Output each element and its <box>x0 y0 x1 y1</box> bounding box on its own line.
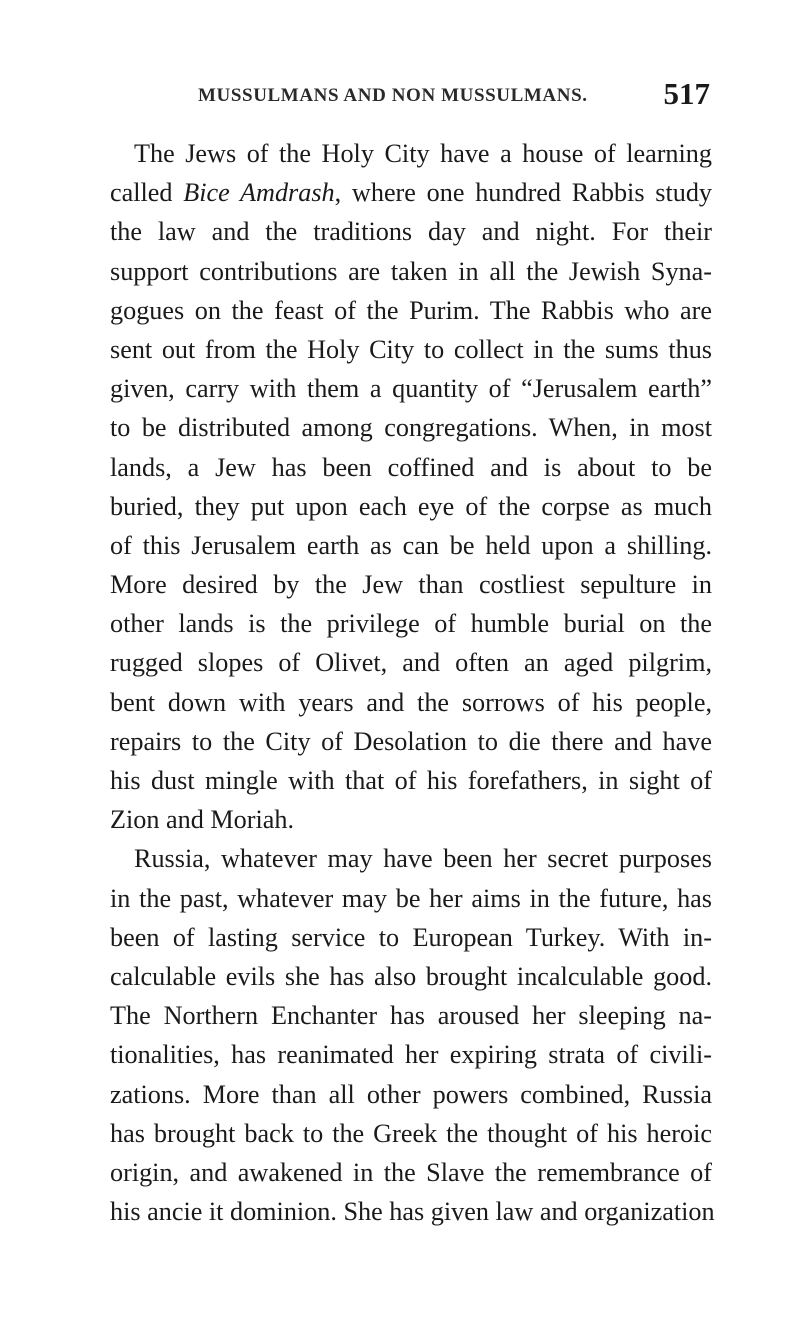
text-line: his dust mingle with that of his forefathers, in sight of <box>110 766 712 795</box>
text-line: repairs to the City of Desolation to die there and have <box>110 726 712 756</box>
italic-term: Bice Amdrash <box>183 178 335 208</box>
page-number: 517 <box>663 76 710 111</box>
running-head <box>112 76 710 116</box>
text-line: other lands is the privilege of humble burial on the <box>110 609 712 639</box>
text-line: buried, they put upon each eye of the corpse as much <box>110 491 712 521</box>
text-span: , where one hundred Rabbis study <box>334 178 713 208</box>
text-line: been of lasting service to European Turkey. With in- <box>110 922 712 952</box>
text-line: to be distributed among congregations. When, in most <box>110 413 712 443</box>
paragraph <box>110 839 715 1231</box>
text-line: given, carry with them a quantity of “Jerusalem earth” <box>110 374 712 404</box>
text-line: Zion and Moriah. <box>110 805 295 835</box>
text-line: rugged slopes of Olivet, and often an aged pilgrim, <box>110 648 712 678</box>
text-line: Russia, whatever may have been her secret purposes <box>134 844 712 874</box>
text-line: tionalities, has reanimated her expiring strata of civili- <box>110 1040 712 1070</box>
text-line: calculable evils she has also brought incalculable good. <box>110 961 712 991</box>
text-line: in the past, whatever may be her aims in the future, has <box>110 883 712 913</box>
text-line: gogues on the feast of the Purim. The Rabbis who are <box>110 295 712 325</box>
text-line: lands, a Jew has been coffined and is about to be <box>110 452 712 482</box>
text-line: of this Jerusalem earth as can be held upon a shilling. <box>110 530 712 560</box>
text-line: origin, and awakened in the Slave the remembrance of <box>110 1157 712 1187</box>
text-line <box>110 173 712 212</box>
running-title: MUSSULMANS AND NON MUSSULMANS. <box>198 85 588 106</box>
text-line: sent out from the Holy City to collect in the sums thus <box>110 334 712 364</box>
text-line: the law and the traditions day and night. For their <box>110 217 712 247</box>
body-text <box>110 134 715 1231</box>
text-line: his ancie it dominion. She has given law and organization <box>110 1197 715 1227</box>
text-span: called <box>110 178 184 208</box>
text-line: bent down with years and the sorrows of his people, <box>110 687 712 717</box>
paragraph <box>110 134 712 839</box>
text-line: has brought back to the Greek the thought of his heroic <box>110 1118 712 1148</box>
text-line: More desired by the Jew than costliest sepulture in <box>110 570 712 600</box>
text-line: The Northern Enchanter has aroused her sleeping na- <box>110 1001 712 1031</box>
text-line: support contributions are taken in all the Jewish Syna- <box>110 256 712 286</box>
text-line: zations. More than all other powers combined, Russia <box>110 1079 712 1109</box>
text-line: The Jews of the Holy City have a house of learning <box>134 139 712 168</box>
